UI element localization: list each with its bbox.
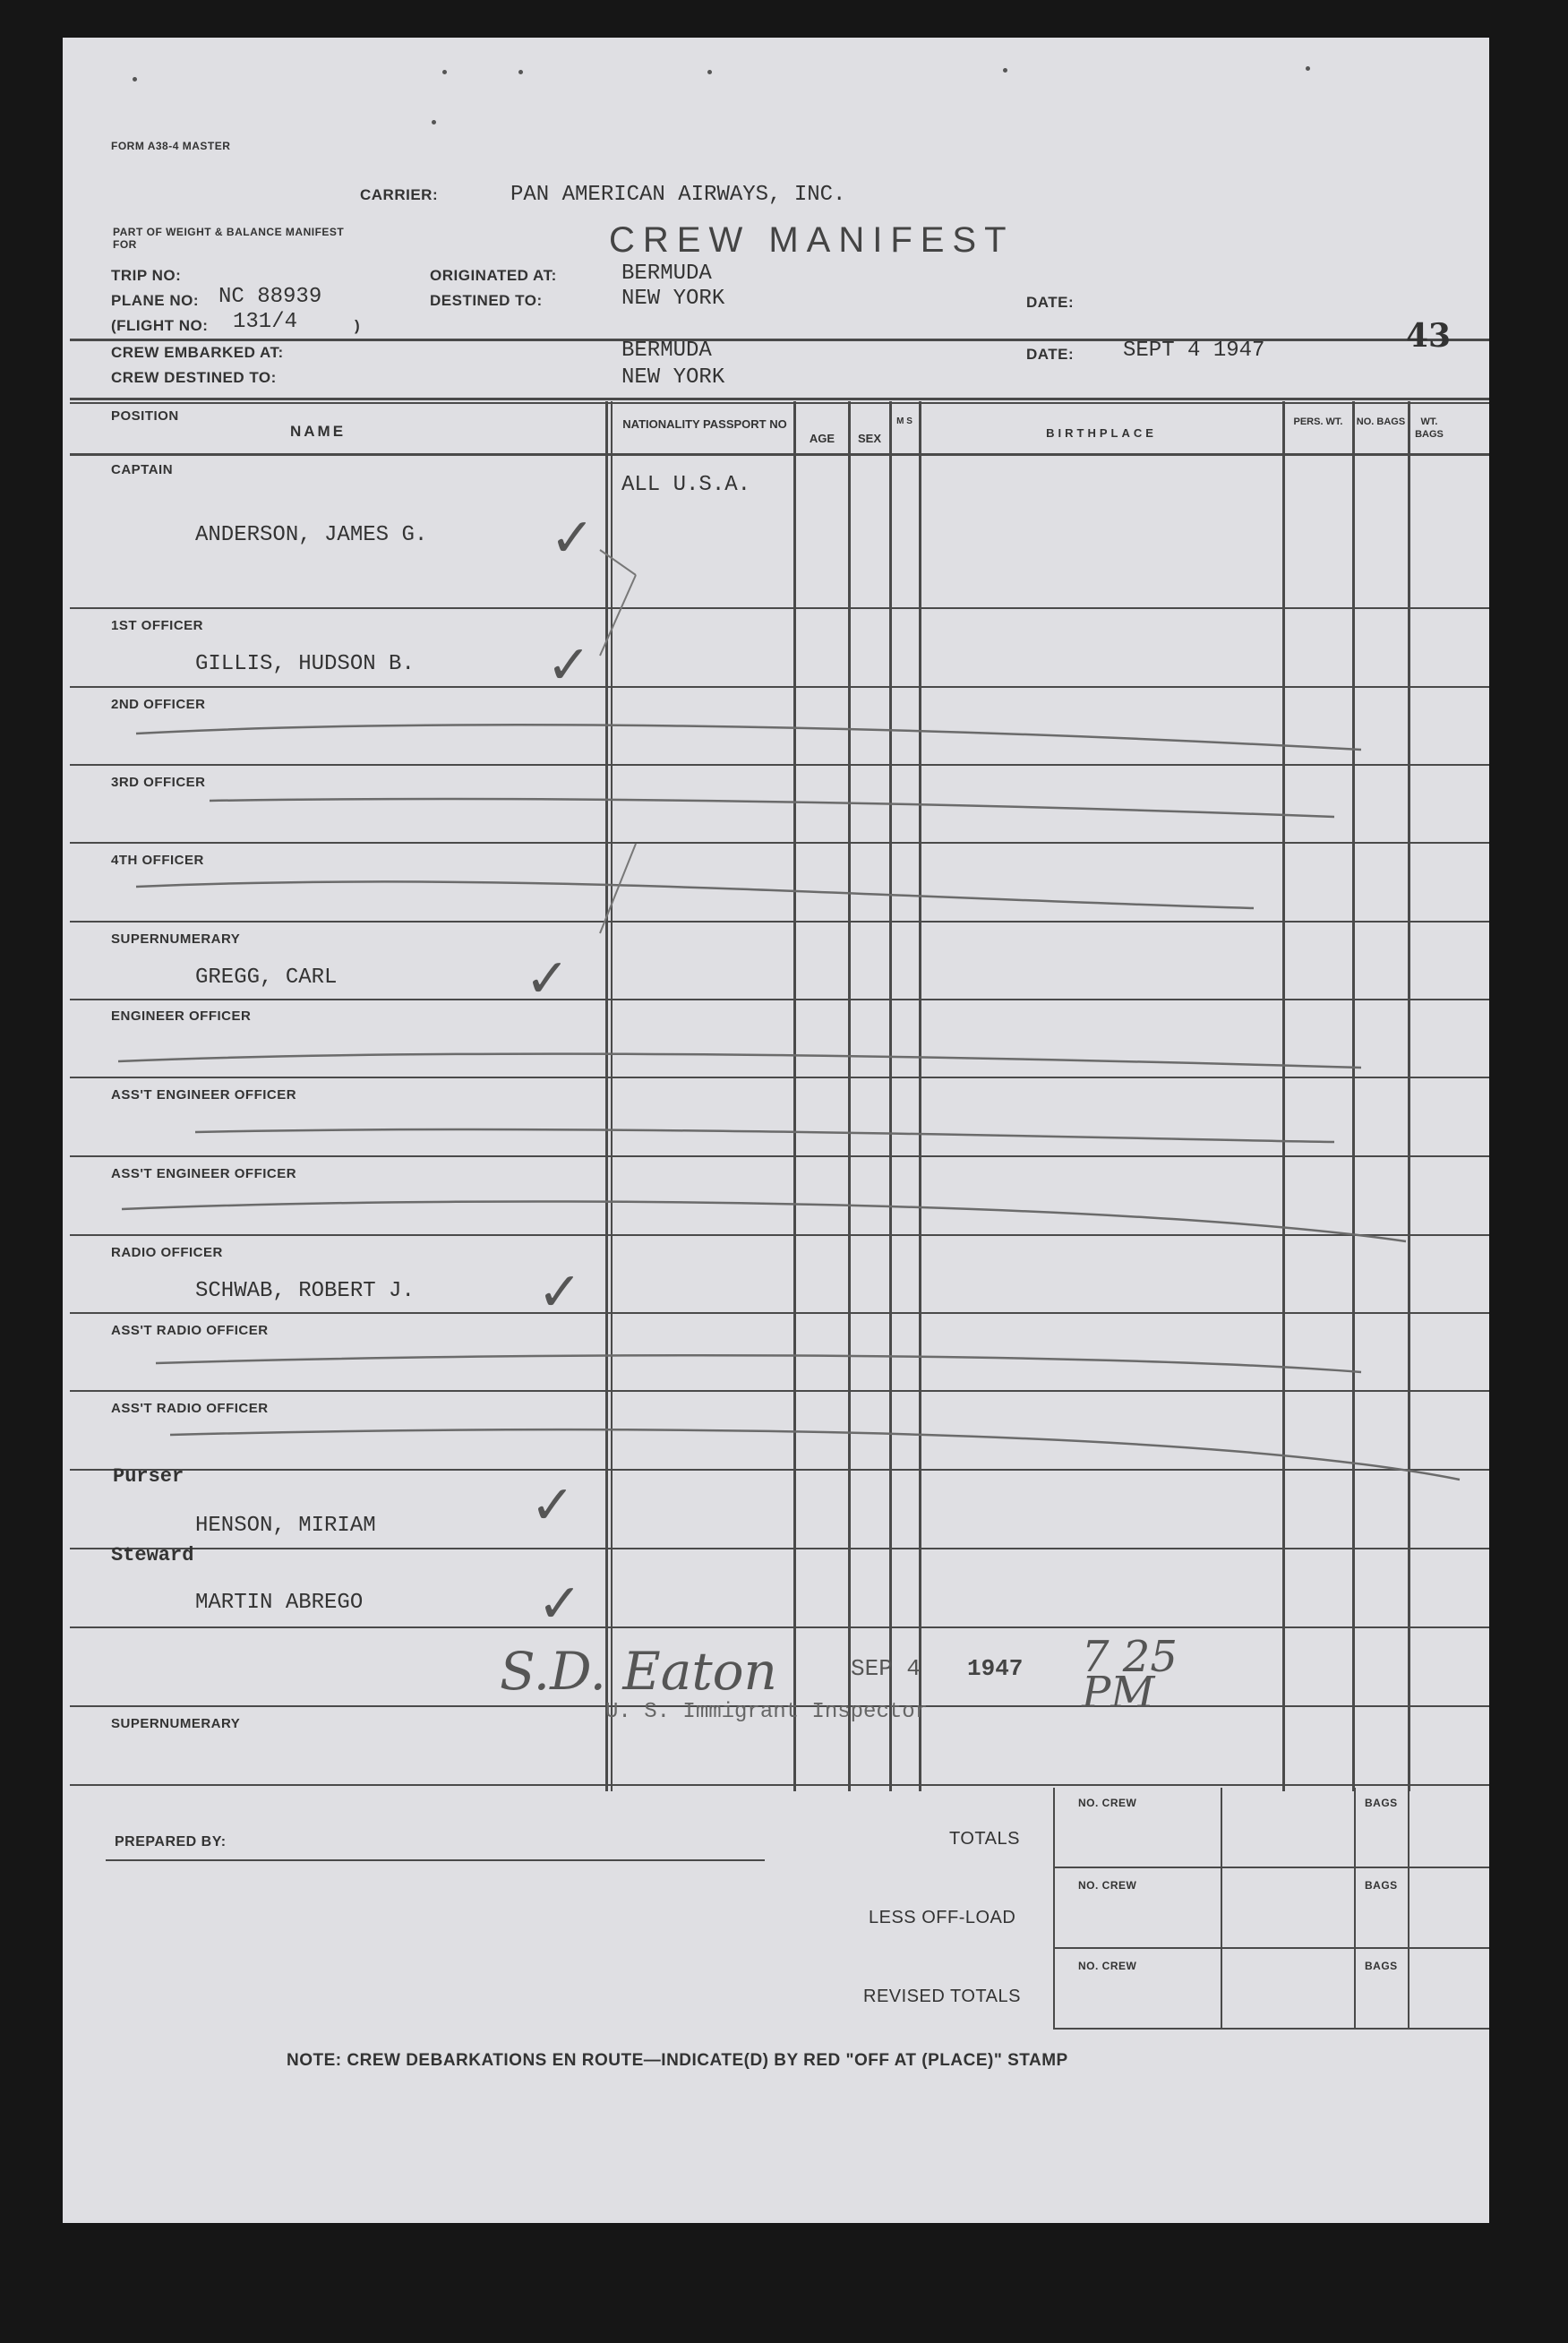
destined-label: DESTINED TO: <box>430 292 543 309</box>
position-engineer: ENGINEER OFFICER <box>111 1008 252 1024</box>
note: NOTE: CREW DEBARKATIONS EN ROUTE—INDICATE(D) BY RED "OFF AT (PLACE)" STAMP <box>287 2051 1068 2070</box>
bags-label: BAGS <box>1365 1960 1398 1972</box>
crew-name: SCHWAB, ROBERT J. <box>195 1279 415 1303</box>
checkmark-icon: ✓ <box>530 1474 576 1537</box>
position-3rd-officer: 3RD OFFICER <box>111 775 206 790</box>
position-asst-engineer: ASS'T ENGINEER OFFICER <box>111 1166 297 1181</box>
crew-embarked-value: BERMUDA <box>621 339 712 363</box>
bags-label: BAGS <box>1365 1797 1398 1809</box>
no-crew-label: NO. CREW <box>1078 1960 1137 1972</box>
plane-no-value: NC 88939 <box>218 285 322 309</box>
carrier-label: CARRIER: <box>360 186 439 203</box>
col-no-bags: NO. BAGS <box>1356 416 1406 427</box>
plane-no-label: PLANE NO: <box>111 292 199 309</box>
less-offload-label: LESS OFF-LOAD <box>869 1908 1016 1927</box>
destined-value: NEW YORK <box>621 287 725 311</box>
trip-no-label: TRIP NO: <box>111 267 182 284</box>
no-crew-label: NO. CREW <box>1078 1797 1137 1809</box>
col-ms: M S <box>896 416 913 426</box>
manifest-sheet <box>63 38 1489 2223</box>
flight-no-close: ) <box>355 317 361 334</box>
crew-destined-label: CREW DESTINED TO: <box>111 369 277 386</box>
part-of-label: PART OF WEIGHT & BALANCE MANIFEST FOR <box>113 226 345 251</box>
date2-value: SEPT 4 1947 <box>1123 339 1265 363</box>
totals-label: TOTALS <box>949 1829 1020 1849</box>
form-id: FORM A38-4 MASTER <box>111 140 231 152</box>
position-supernumerary: SUPERNUMERARY <box>111 931 241 947</box>
crew-name: GREGG, CARL <box>195 966 338 990</box>
stamp-date: SEP 4 <box>851 1655 921 1682</box>
revised-totals-label: REVISED TOTALS <box>863 1987 1021 2006</box>
carrier-value: PAN AMERICAN AIRWAYS, INC. <box>510 183 846 207</box>
checkmark-icon: ✓ <box>546 634 592 697</box>
flight-no-label: (FLIGHT NO: <box>111 317 209 334</box>
stamp-time: 7 25 PM <box>1082 1632 1178 1718</box>
position-captain: CAPTAIN <box>111 462 174 477</box>
position-radio-officer: RADIO OFFICER <box>111 1245 223 1260</box>
stamp-year: 1947 <box>967 1655 1024 1682</box>
position-4th-officer: 4TH OFFICER <box>111 853 204 868</box>
prepared-by-label: PREPARED BY: <box>115 1834 227 1850</box>
checkmark-icon: ✓ <box>525 948 570 1010</box>
no-crew-label: NO. CREW <box>1078 1879 1137 1892</box>
originated-value: BERMUDA <box>621 262 712 286</box>
position-steward: Steward <box>111 1544 194 1566</box>
position-1st-officer: 1ST OFFICER <box>111 618 204 633</box>
pencil-strike-lines <box>63 38 1489 2223</box>
col-nationality: NATIONALITY PASSPORT NO <box>622 417 787 431</box>
date-label: DATE: <box>1026 294 1075 311</box>
flight-no-value: 131/4 <box>233 310 298 334</box>
checkmark-icon: ✓ <box>550 507 595 570</box>
inspector-signature: S.D. Eaton <box>500 1641 777 1702</box>
col-pers-wt: PERS. WT. <box>1293 416 1343 427</box>
manifest-title: CREW MANIFEST <box>609 220 1015 260</box>
crew-name: ANDERSON, JAMES G. <box>195 523 428 547</box>
checkmark-icon: ✓ <box>537 1573 583 1635</box>
crew-name: HENSON, MIRIAM <box>195 1514 376 1538</box>
stamp-inspector: U. S. Immigrant Inspector <box>605 1700 929 1724</box>
col-birthplace: BIRTHPLACE <box>1046 426 1157 440</box>
crew-embarked-label: CREW EMBARKED AT: <box>111 344 284 361</box>
checkmark-icon: ✓ <box>537 1261 583 1324</box>
col-position: POSITION <box>111 408 179 424</box>
originated-label: ORIGINATED AT: <box>430 267 557 284</box>
crew-name: MARTIN ABREGO <box>195 1591 364 1615</box>
position-purser: Purser <box>113 1465 184 1488</box>
nationality-note: ALL U.S.A. <box>621 473 751 497</box>
position-asst-engineer: ASS'T ENGINEER OFFICER <box>111 1087 297 1103</box>
crew-destined-value: NEW YORK <box>621 365 725 390</box>
bags-label: BAGS <box>1365 1879 1398 1892</box>
position-asst-radio: ASS'T RADIO OFFICER <box>111 1323 269 1338</box>
col-age: AGE <box>809 432 835 445</box>
crew-name: GILLIS, HUDSON B. <box>195 652 415 676</box>
col-wt-bags: WT. BAGS <box>1415 416 1444 440</box>
position-asst-radio: ASS'T RADIO OFFICER <box>111 1401 269 1416</box>
position-supernumerary-bottom: SUPERNUMERARY <box>111 1716 241 1731</box>
col-name: NAME <box>290 423 347 440</box>
page-number: 43 <box>1406 317 1452 355</box>
date2-label: DATE: <box>1026 346 1075 363</box>
col-sex: SEX <box>857 432 881 445</box>
position-2nd-officer: 2ND OFFICER <box>111 697 206 712</box>
